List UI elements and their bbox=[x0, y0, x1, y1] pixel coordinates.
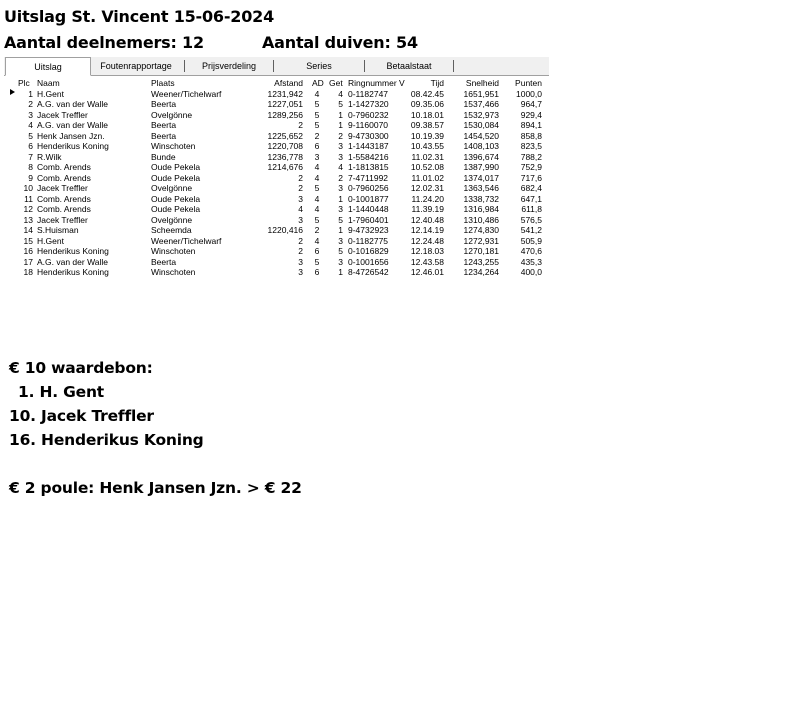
cell-naam: H.Gent bbox=[37, 88, 64, 99]
cell-ringnummer: 0-1016829 bbox=[348, 246, 389, 256]
cell-naam: A.G. van der Walle bbox=[37, 256, 109, 267]
cell-afstand: 2 bbox=[298, 235, 303, 246]
cell-ad: 2 bbox=[314, 130, 320, 141]
table-row[interactable] bbox=[4, 204, 549, 215]
cell-punten: 929,4 bbox=[520, 109, 542, 120]
cell-afstand: 2 bbox=[298, 120, 303, 130]
tab-separator bbox=[453, 60, 454, 72]
prize-heading: € 10 waardebon: bbox=[9, 359, 153, 377]
cell-afstand: 2 bbox=[298, 172, 303, 183]
cell-ad: 6 bbox=[314, 267, 320, 277]
poule-result: € 2 poule: Henk Jansen Jzn. > € 22 bbox=[9, 479, 302, 497]
table-header-row bbox=[4, 78, 549, 89]
cell-ad: 4 bbox=[314, 162, 320, 172]
cell-plc: 11 bbox=[24, 193, 33, 204]
table-row[interactable] bbox=[4, 131, 549, 142]
column-header-plaats[interactable]: Plaats bbox=[151, 78, 175, 88]
column-header-get[interactable]: Get bbox=[329, 78, 343, 88]
cell-snelheid: 1387,990 bbox=[463, 162, 499, 172]
cell-get: 3 bbox=[338, 256, 343, 267]
column-header-naam[interactable]: Naam bbox=[37, 78, 60, 88]
cell-plaats: Beerta bbox=[151, 256, 177, 267]
tab-separator bbox=[364, 60, 365, 72]
cell-ad: 4 bbox=[314, 204, 320, 214]
cell-get: 3 bbox=[338, 183, 343, 193]
cell-naam: S.Huisman bbox=[37, 225, 79, 235]
cell-get: 1 bbox=[338, 193, 343, 204]
cell-plc: 12 bbox=[23, 204, 33, 214]
cell-get: 1 bbox=[338, 109, 343, 120]
cell-snelheid: 1274,830 bbox=[463, 225, 499, 235]
cell-punten: 541,2 bbox=[520, 225, 542, 235]
cell-punten: 1000,0 bbox=[516, 88, 542, 99]
cell-ad: 6 bbox=[314, 246, 320, 256]
participants-count: Aantal deelnemers: 12 bbox=[4, 33, 204, 52]
cell-ringnummer: 9-4730300 bbox=[348, 130, 389, 141]
cell-naam: Comb. Arends bbox=[37, 172, 91, 183]
cell-plc: 7 bbox=[28, 151, 33, 162]
cell-afstand: 4 bbox=[298, 204, 303, 214]
cell-get: 3 bbox=[338, 141, 343, 151]
column-header-punten[interactable]: Punten bbox=[515, 78, 542, 88]
cell-punten: 717,6 bbox=[520, 172, 542, 183]
cell-snelheid: 1530,084 bbox=[463, 120, 499, 130]
cell-plaats: Oude Pekela bbox=[151, 204, 201, 214]
cell-plaats: Oude Pekela bbox=[151, 172, 201, 183]
cell-plaats: Ovelgönne bbox=[151, 214, 193, 225]
cell-tijd: 08.42.45 bbox=[410, 88, 444, 99]
cell-punten: 435,3 bbox=[520, 256, 542, 267]
cell-naam: A.G. van der Walle bbox=[37, 99, 109, 109]
table-row[interactable] bbox=[4, 173, 549, 184]
cell-plaats: Scheemda bbox=[151, 225, 192, 235]
cell-ringnummer: 0-1182775 bbox=[348, 235, 389, 246]
table-row[interactable] bbox=[4, 225, 549, 236]
cell-ad: 5 bbox=[314, 109, 320, 120]
cell-plc: 18 bbox=[23, 267, 33, 277]
cell-afstand: 1214,676 bbox=[267, 162, 303, 172]
cell-snelheid: 1454,520 bbox=[463, 130, 499, 141]
cell-ad: 5 bbox=[314, 99, 320, 109]
cell-tijd: 12.43.58 bbox=[410, 256, 444, 267]
prize-winner: 16. Henderikus Koning bbox=[9, 431, 204, 449]
cell-get: 3 bbox=[338, 204, 343, 214]
cell-get: 5 bbox=[338, 214, 343, 225]
cell-plc: 17 bbox=[23, 256, 33, 267]
cell-ringnummer: 8-4726542 bbox=[348, 267, 389, 277]
table-row[interactable] bbox=[4, 110, 549, 121]
cell-afstand: 2 bbox=[298, 246, 303, 256]
cell-ad: 4 bbox=[314, 172, 320, 183]
cell-punten: 505,9 bbox=[520, 235, 542, 246]
prize-winner: 1. H. Gent bbox=[18, 383, 105, 401]
cell-naam: R.Wilk bbox=[37, 151, 62, 162]
cell-plc: 9 bbox=[28, 172, 33, 183]
cell-plc: 6 bbox=[28, 141, 33, 151]
cell-plaats: Weener/Tichelwarf bbox=[151, 235, 222, 246]
cell-naam: Comb. Arends bbox=[37, 193, 91, 204]
cell-plaats: Beerta bbox=[151, 120, 177, 130]
cell-snelheid: 1651,951 bbox=[463, 88, 499, 99]
tab-foutenrapportage[interactable]: Foutenrapportage bbox=[100, 61, 172, 71]
cell-snelheid: 1272,931 bbox=[463, 235, 499, 246]
cell-naam: Henk Jansen Jzn. bbox=[37, 130, 105, 141]
cell-punten: 682,4 bbox=[520, 183, 542, 193]
cell-plc: 10 bbox=[23, 183, 33, 193]
cell-get: 1 bbox=[338, 225, 343, 235]
cell-ringnummer: 0-1182747 bbox=[348, 88, 389, 99]
cell-naam: Comb. Arends bbox=[37, 162, 91, 172]
cell-punten: 964,7 bbox=[520, 99, 542, 109]
cell-plaats: Winschoten bbox=[151, 246, 196, 256]
cell-tijd: 10.52.08 bbox=[410, 162, 444, 172]
results-table bbox=[4, 78, 549, 278]
column-header-ringnummer[interactable]: Ringnummer V bbox=[348, 78, 405, 88]
cell-ad: 3 bbox=[314, 151, 320, 162]
cell-ringnummer: 1-5584216 bbox=[348, 151, 389, 162]
cell-snelheid: 1396,674 bbox=[463, 151, 499, 162]
cell-get: 3 bbox=[338, 235, 343, 246]
cell-plc: 4 bbox=[28, 120, 33, 130]
cell-naam: Henderikus Koning bbox=[37, 141, 109, 151]
cell-ringnummer: 1-1440448 bbox=[348, 204, 389, 214]
tab-uitslag[interactable]: Uitslag bbox=[5, 57, 91, 76]
tab-separator bbox=[273, 60, 274, 72]
cell-tijd: 12.02.31 bbox=[410, 183, 444, 193]
cell-snelheid: 1374,017 bbox=[463, 172, 499, 183]
cell-ringnummer: 1-1427320 bbox=[348, 99, 389, 109]
cell-plc: 3 bbox=[28, 109, 33, 120]
cell-punten: 894,1 bbox=[520, 120, 542, 130]
cell-afstand: 1220,416 bbox=[267, 225, 303, 235]
cell-ringnummer: 1-1813815 bbox=[348, 162, 389, 172]
column-header-afstand[interactable]: Afstand bbox=[274, 78, 303, 88]
cell-ad: 5 bbox=[314, 120, 320, 130]
cell-afstand: 1289,256 bbox=[267, 109, 303, 120]
cell-naam: H.Gent bbox=[37, 235, 64, 246]
cell-get: 5 bbox=[338, 246, 343, 256]
cell-afstand: 3 bbox=[298, 193, 303, 204]
tab-separator bbox=[184, 60, 185, 72]
table-row[interactable] bbox=[4, 152, 549, 163]
cell-tijd: 10.19.39 bbox=[410, 130, 444, 141]
cell-plaats: Bunde bbox=[151, 151, 176, 162]
cell-tijd: 11.39.19 bbox=[411, 204, 444, 214]
cell-tijd: 10.18.01 bbox=[410, 109, 444, 120]
cell-plc: 13 bbox=[23, 214, 33, 225]
cell-plaats: Beerta bbox=[151, 130, 177, 141]
cell-snelheid: 1532,973 bbox=[463, 109, 499, 120]
cell-afstand: 2 bbox=[298, 183, 303, 193]
cell-plaats: Beerta bbox=[151, 99, 177, 109]
cell-punten: 752,9 bbox=[520, 162, 542, 172]
cell-naam: Henderikus Koning bbox=[37, 246, 109, 256]
tab-bar bbox=[4, 57, 549, 76]
cell-ad: 5 bbox=[314, 183, 320, 193]
table-row[interactable] bbox=[4, 99, 549, 110]
cell-afstand: 3 bbox=[298, 256, 303, 267]
cell-afstand: 1231,942 bbox=[267, 88, 303, 99]
cell-punten: 788,2 bbox=[520, 151, 542, 162]
cell-ringnummer: 0-1001877 bbox=[348, 193, 389, 204]
cell-plaats: Winschoten bbox=[151, 267, 196, 277]
cell-ringnummer: 0-7960256 bbox=[348, 183, 389, 193]
cell-plc: 16 bbox=[23, 246, 33, 256]
cell-punten: 400,0 bbox=[520, 267, 542, 277]
cell-ringnummer: 9-1160070 bbox=[348, 120, 389, 130]
table-row[interactable] bbox=[4, 246, 549, 257]
cell-naam: Henderikus Koning bbox=[37, 267, 109, 277]
tab-prijsverdeling[interactable]: Prijsverdeling bbox=[201, 61, 257, 71]
cell-afstand: 1225,652 bbox=[267, 130, 303, 141]
cell-plc: 1 bbox=[28, 88, 33, 99]
cell-punten: 858,8 bbox=[520, 130, 542, 141]
cell-get: 2 bbox=[338, 130, 343, 141]
cell-tijd: 09.35.06 bbox=[410, 99, 444, 109]
cell-naam: Comb. Arends bbox=[37, 204, 91, 214]
cell-snelheid: 1243,255 bbox=[463, 256, 499, 267]
cell-tijd: 12.24.48 bbox=[410, 235, 444, 246]
cell-tijd: 09.38.57 bbox=[410, 120, 444, 130]
cell-punten: 823,5 bbox=[520, 141, 542, 151]
cell-snelheid: 1408,103 bbox=[463, 141, 499, 151]
cell-snelheid: 1316,984 bbox=[463, 204, 499, 214]
cell-plaats: Oude Pekela bbox=[151, 193, 201, 204]
cell-naam: A.G. van der Walle bbox=[37, 120, 109, 130]
cell-ad: 5 bbox=[314, 256, 320, 267]
cell-plaats: Oude Pekela bbox=[151, 162, 201, 172]
cell-get: 4 bbox=[338, 88, 343, 99]
cell-get: 2 bbox=[338, 172, 343, 183]
cell-plc: 14 bbox=[23, 225, 33, 235]
cell-snelheid: 1338,732 bbox=[463, 193, 499, 204]
cell-snelheid: 1537,466 bbox=[463, 99, 499, 109]
cell-snelheid: 1363,546 bbox=[463, 183, 499, 193]
table-row[interactable] bbox=[4, 89, 549, 100]
pigeons-count: Aantal duiven: 54 bbox=[262, 33, 418, 52]
cell-ad: 4 bbox=[314, 193, 320, 204]
cell-tijd: 11.24.20 bbox=[411, 193, 444, 204]
cell-ringnummer: 0-1001656 bbox=[348, 256, 389, 267]
cell-ad: 4 bbox=[314, 88, 320, 99]
table-row[interactable] bbox=[4, 257, 549, 268]
cell-tijd: 12.40.48 bbox=[410, 214, 444, 225]
column-header-ad[interactable]: AD bbox=[312, 78, 324, 88]
cell-punten: 647,1 bbox=[520, 193, 542, 204]
table-row[interactable] bbox=[4, 236, 549, 247]
cell-afstand: 3 bbox=[298, 214, 303, 225]
cell-afstand: 1220,708 bbox=[267, 141, 303, 151]
table-row[interactable] bbox=[4, 215, 549, 226]
cell-get: 5 bbox=[338, 99, 343, 109]
cell-afstand: 1227,051 bbox=[267, 99, 303, 109]
table-row[interactable] bbox=[4, 141, 549, 152]
cell-naam: Jacek Treffler bbox=[37, 214, 88, 225]
cell-ringnummer: 9-4732923 bbox=[348, 225, 389, 235]
cell-ad: 5 bbox=[314, 214, 320, 225]
cell-plaats: Ovelgönne bbox=[151, 109, 193, 120]
cell-snelheid: 1310,486 bbox=[463, 214, 499, 225]
table-body bbox=[4, 89, 549, 278]
cell-get: 1 bbox=[338, 120, 343, 130]
cell-ad: 2 bbox=[314, 225, 320, 235]
column-header-tijd[interactable]: Tijd bbox=[430, 78, 444, 88]
cell-plaats: Ovelgönne bbox=[151, 183, 193, 193]
cell-afstand: 3 bbox=[298, 267, 303, 277]
table-row[interactable] bbox=[4, 162, 549, 173]
tab-series[interactable]: Series bbox=[306, 61, 332, 71]
table-row[interactable] bbox=[4, 120, 549, 131]
cell-tijd: 11.02.31 bbox=[411, 151, 444, 162]
table-row[interactable] bbox=[4, 183, 549, 194]
cell-plc: 15 bbox=[23, 235, 33, 246]
cell-ringnummer: 0-7960232 bbox=[348, 109, 389, 120]
cell-punten: 576,5 bbox=[520, 214, 542, 225]
cell-tijd: 10.43.55 bbox=[410, 141, 444, 151]
cell-punten: 611,8 bbox=[521, 204, 542, 214]
cell-get: 3 bbox=[338, 151, 343, 162]
cell-get: 1 bbox=[338, 267, 343, 277]
cell-tijd: 12.18.03 bbox=[410, 246, 444, 256]
cell-ringnummer: 1-1443187 bbox=[348, 141, 389, 151]
cell-ringnummer: 1-7960401 bbox=[348, 214, 389, 225]
cell-plaats: Weener/Tichelwarf bbox=[151, 88, 222, 99]
cell-tijd: 12.14.19 bbox=[410, 225, 444, 235]
prize-winner: 10. Jacek Treffler bbox=[9, 407, 154, 425]
cell-tijd: 12.46.01 bbox=[410, 267, 444, 277]
cell-plc: 5 bbox=[28, 130, 33, 141]
cell-get: 4 bbox=[338, 162, 343, 172]
tab-betaalstaat[interactable]: Betaalstaat bbox=[386, 61, 432, 71]
column-header-plc[interactable]: Plc bbox=[18, 78, 30, 88]
cell-snelheid: 1270,181 bbox=[463, 246, 499, 256]
cell-naam: Jacek Treffler bbox=[37, 183, 88, 193]
cell-afstand: 1236,778 bbox=[267, 151, 303, 162]
cell-ad: 4 bbox=[314, 235, 320, 246]
cell-plc: 8 bbox=[28, 162, 33, 172]
results-window bbox=[4, 57, 549, 332]
table-row[interactable] bbox=[4, 194, 549, 205]
page-title: Uitslag St. Vincent 15-06-2024 bbox=[4, 7, 275, 26]
cell-tijd: 11.01.02 bbox=[411, 172, 444, 183]
table-row[interactable] bbox=[4, 267, 549, 278]
cell-plaats: Winschoten bbox=[151, 141, 196, 151]
cell-ringnummer: 7-4711992 bbox=[348, 172, 389, 183]
cell-punten: 470,6 bbox=[520, 246, 542, 256]
cell-naam: Jacek Treffler bbox=[37, 109, 88, 120]
cell-ad: 6 bbox=[314, 141, 320, 151]
cell-plc: 2 bbox=[28, 99, 33, 109]
cell-snelheid: 1234,264 bbox=[463, 267, 499, 277]
column-header-snelheid[interactable]: Snelheid bbox=[465, 78, 499, 88]
